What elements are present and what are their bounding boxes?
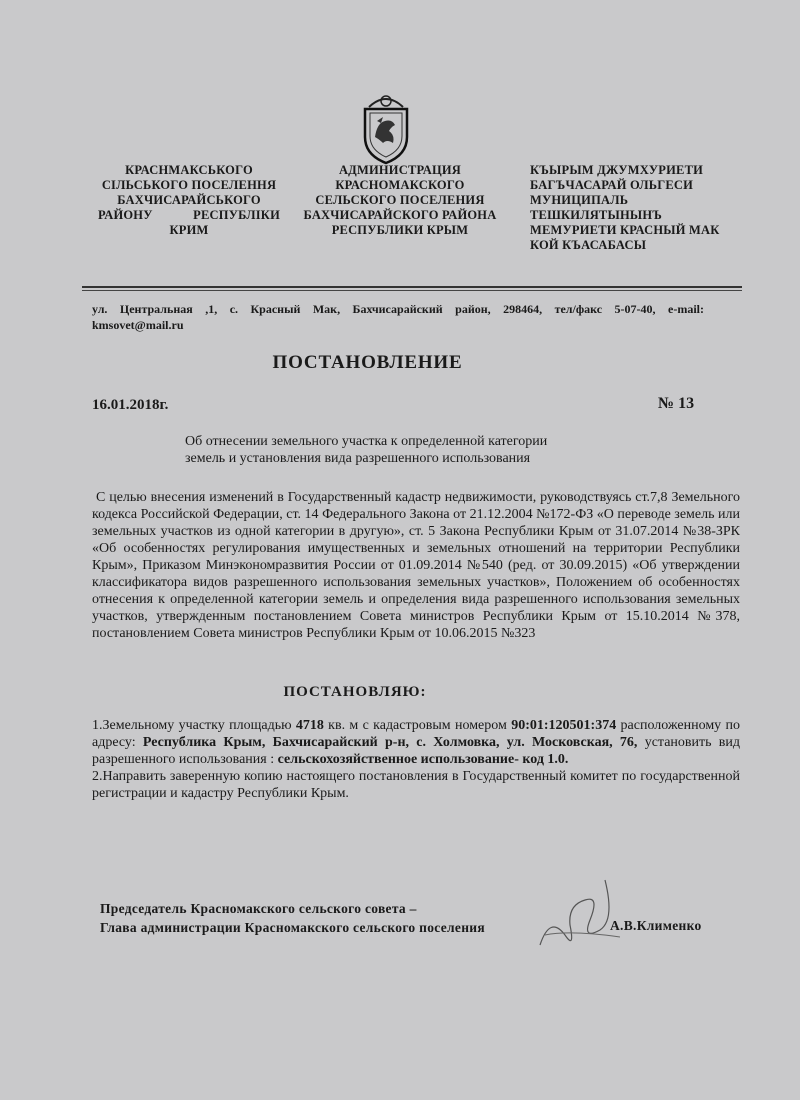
item-text: кв. м с кадастровым номером (323, 718, 512, 733)
header-right-line: МЕМУРИЕТИ КРАСНЫЙ МАК (530, 223, 720, 237)
address-word: Мак, (312, 302, 341, 316)
header-left-line: РЕСПУБЛІКИ (193, 208, 280, 222)
address-word: Красный (250, 302, 301, 316)
preamble-text: С целью внесения изменений в Государственный кадастр недвижимости, руководствуясь ст.7,8 Земельного кодекса Российской Федерации, ст. 14 Федерального Закона от 21.12.2004 №172-ФЗ «О переводе земель или земельных участков из одной категории в другую», ст. 5 Закона Республики Крым от 31.07.2014 №38-ЗРК «Об особенностях регулирования имущественных и земельных отношений на территории Республики Крым», Приказом Минэкономразвития России от 01.09.2014 №540 (ред. от 30.09.2015) «Об утверждении классификатора видов разрешенного использования земельных участков», Положением об особенностях отнесения к определенной категории земель и определения вида разрешенного использования земельных участков, утвержденным постановлением Совета министров Республики Крым от 15.10.2014 №378, постановлением Совета министров Республики Крым от 10.06.2015 №323 (92, 490, 740, 641)
header-divider (82, 290, 742, 291)
header-center-line: КРАСНОМАКСКОГО (335, 178, 465, 192)
document-number: № 13 (658, 395, 695, 412)
header-russian-block (295, 163, 505, 238)
header-right-line: МУНИЦИПАЛЬ (530, 193, 629, 207)
document-subject (185, 433, 615, 467)
header-crimean-tatar-block (530, 163, 720, 253)
header-left-line: СІЛЬСЬКОГО ПОСЕЛЕННЯ (101, 178, 277, 192)
permitted-use: сельскохозяйственное использование- код 1.0. (277, 752, 569, 767)
header-right-line: БАГЪЧАСАРАЙ ОЛЬГЕСИ (530, 178, 694, 192)
address-word: 5-07-40, (614, 302, 656, 316)
contact-address (92, 301, 704, 333)
address-word: Бахчисарайский (352, 302, 443, 316)
header-center-line: СЕЛЬСКОГО ПОСЕЛЕНИЯ (315, 193, 485, 207)
address-word: 298464, (503, 302, 543, 316)
header-left-line: БАХЧИСАРАЙСЬКОГО (117, 193, 261, 207)
item-text: установить вид разрешенного использования : (92, 735, 740, 767)
header-left-line: КРИМ (169, 223, 209, 237)
header-left-line: КРАСНМАКСЬКОГО (125, 163, 253, 177)
land-area: 4718 (295, 718, 324, 733)
header-left-line: РАЙОНУ (98, 208, 153, 222)
address-word: ,1, (205, 302, 218, 316)
signatory-title (100, 899, 485, 937)
header-center-line: БАХЧИСАРАЙСКОГО РАЙОНА (303, 208, 497, 222)
decree-heading: ПОСТАНОВЛЯЮ: (283, 684, 427, 700)
contact-email: kmsovet@mail.ru (92, 318, 184, 332)
crimea-coat-of-arms-icon (355, 93, 417, 165)
header-center-line: АДМИНИСТРАЦИЯ (338, 163, 462, 177)
header-right-line: КОЙ КЪАСАБАСЫ (530, 238, 647, 252)
subject-line: земель и установления вида разрешенного использования (185, 451, 531, 466)
document-preamble (92, 489, 740, 642)
address-word: Центральная (119, 302, 193, 316)
document-title: ПОСТАНОВЛЕНИЕ (272, 352, 463, 373)
header-right-line: КЪЫРЫМ ДЖУМХУРИЕТИ (530, 163, 704, 177)
header-ukrainian-block (98, 163, 280, 238)
signatory-name: А.В.Клименко (610, 918, 702, 933)
decree-item-2: 2.Направить заверенную копию настоящего постановления в Государственный комитет по государственной регистрации и кадастру Республики Крым. (92, 769, 740, 801)
address-word: район, (455, 302, 491, 316)
signatory-line: Глава администрации Красномакского сельского поселения (100, 920, 485, 935)
decree-items (92, 717, 740, 802)
header-divider (82, 286, 742, 288)
signatory-line: Председатель Красномакского сельского совета – (100, 901, 417, 916)
address-word: с. (229, 302, 239, 316)
item-text: расположенному по адресу: (92, 718, 740, 750)
address-word: ул. (92, 302, 108, 316)
subject-line: Об отнесении земельного участка к определенной категории (185, 434, 548, 449)
address-word: e-mail: (668, 302, 704, 316)
header-center-line: РЕСПУБЛИКИ КРЫМ (331, 223, 469, 237)
cadastral-number: 90:01:120501:374 (511, 718, 617, 733)
document-date: 16.01.2018г. (92, 397, 169, 413)
land-address: Республика Крым, Бахчисарайский р-н, с. Холмовка, ул. Московская, 76, (142, 735, 638, 750)
item-text: 1.Земельному участку площадью (92, 718, 296, 733)
header-right-line: ТЕШКИЛЯТЫНЫНЪ (530, 208, 663, 222)
address-word: тел/факс (554, 302, 603, 316)
decree-item-1 (92, 717, 740, 768)
